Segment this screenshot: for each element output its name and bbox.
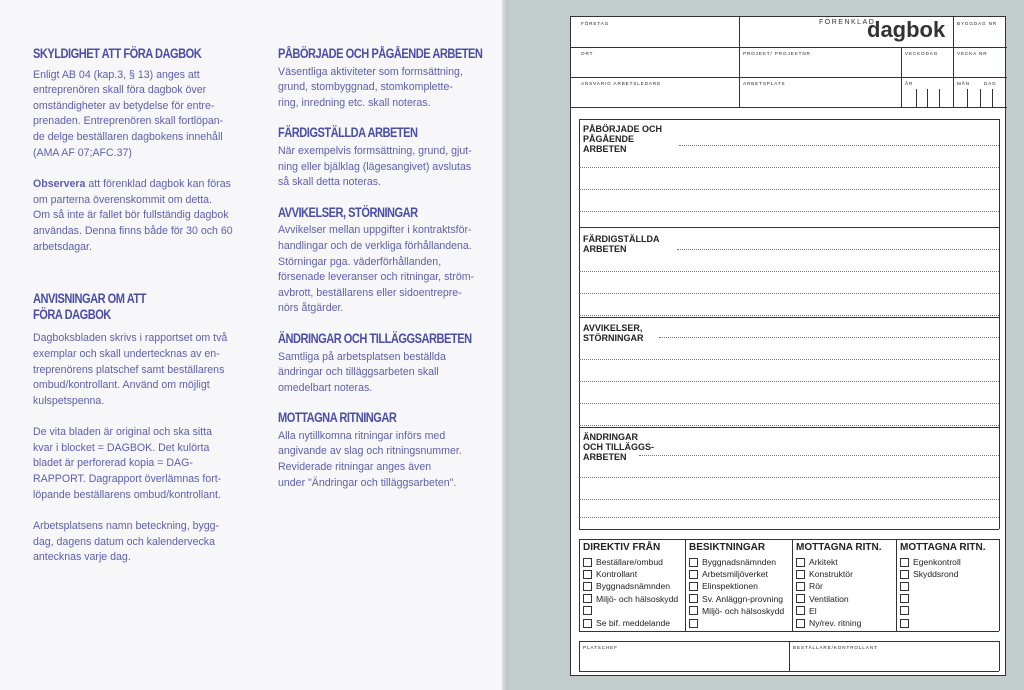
writing-line[interactable] xyxy=(579,517,999,518)
text-line: avbrott, beställarens eller sidoentrepre- xyxy=(278,286,462,299)
heading-fardigstallda: FÄRDIGSTÄLLDA ARBETEN xyxy=(278,125,418,141)
checkbox-row[interactable] xyxy=(796,580,823,592)
checkbox-row[interactable] xyxy=(689,605,784,617)
checkbox[interactable] xyxy=(583,619,592,628)
section-paborjade: PÅBÖRJADE OCH PÅGÅENDE ARBETEN xyxy=(583,124,663,154)
field-foretag: FÖRETAG xyxy=(581,21,610,26)
checkbox-label: Sv. Anläggn-provning xyxy=(702,593,784,604)
checkbox-row[interactable] xyxy=(900,568,958,580)
text-line: användas. Denna finns både för 30 och 60 xyxy=(33,224,233,237)
writing-line[interactable] xyxy=(579,477,999,478)
checkbox-row[interactable] xyxy=(796,617,861,629)
section-andringar: ÄNDRINGAR OCH TILLÄGGS- ARBETEN xyxy=(583,432,654,462)
checkbox[interactable] xyxy=(689,582,698,591)
checkbox-label: Egenkontroll xyxy=(913,557,961,567)
text-line: Arbetsplatsens namn beteckning, bygg- xyxy=(33,520,220,533)
checkbox-label: Byggnadsnämnden xyxy=(702,557,777,567)
brand-forenklad: FÖRENKLAD xyxy=(819,19,876,26)
checkbox[interactable] xyxy=(583,594,592,603)
section-fardigstallda: FÄRDIGSTÄLLDA ARBETEN xyxy=(583,234,660,254)
text-line: löpande beställarens ombud/kontrollant. xyxy=(33,488,221,501)
text-line: om parterna överenskommit om detta. xyxy=(33,193,212,206)
text-line: treprenörens platschef samt beställarens xyxy=(33,363,225,376)
checkbox[interactable] xyxy=(900,606,909,615)
checkbox[interactable] xyxy=(796,570,805,579)
section-divider xyxy=(579,317,999,318)
paragraph-anvisningar xyxy=(33,331,248,409)
checkbox-label: Kontrollant xyxy=(596,569,638,580)
text-line: angivande av slag och ritningsnummer. xyxy=(278,445,462,458)
checkbox[interactable] xyxy=(900,594,909,603)
checkbox[interactable] xyxy=(796,606,805,615)
writing-line[interactable] xyxy=(579,359,999,360)
checkbox[interactable] xyxy=(689,606,698,615)
checkbox-row[interactable] xyxy=(900,556,961,568)
text-line: de delge beställaren dagbokens innehåll xyxy=(33,130,223,143)
field-ansvarig: ANSVARIG ARBETSLEDARE xyxy=(581,81,662,86)
text-line: prenaden. Entreprenören skall fortlöpan- xyxy=(33,115,224,128)
text-line: kvar i blocket = DAGBOK. Det kulörta xyxy=(33,441,210,454)
checkbox[interactable] xyxy=(900,619,909,628)
text-avvikelser xyxy=(278,223,496,317)
brand-dagbok: dagbok xyxy=(867,17,946,42)
checkbox[interactable] xyxy=(900,558,909,567)
heading-andringar: ÄNDRINGAR OCH TILLÄGGSARBETEN xyxy=(278,330,472,346)
checkbox-row[interactable] xyxy=(900,605,913,617)
checkbox-label: Se bif. meddelande xyxy=(596,618,671,628)
checkbox-label: Elinspektionen xyxy=(702,581,758,592)
checkbox-row[interactable] xyxy=(796,593,849,605)
text-line: försenade leveranser och ritningar, ström- xyxy=(278,271,475,284)
field-veckodag: VECKODAG xyxy=(905,51,939,56)
dagbok-form xyxy=(570,16,1006,676)
checkbox-row[interactable] xyxy=(583,593,678,605)
checkbox[interactable] xyxy=(583,558,592,567)
checkbox[interactable] xyxy=(583,570,592,579)
text-line: så skall detta noteras. xyxy=(278,176,382,189)
text-line: Reviderade ritningar anges även xyxy=(278,461,432,474)
group-mottagna-ritn-2-title: MOTTAGNA RITN. xyxy=(900,542,986,553)
text-line: Avvikelser mellan uppgifter i kontraktsför- xyxy=(278,224,472,237)
field-platschef: PLATSCHEF xyxy=(583,645,618,650)
checkbox-row[interactable] xyxy=(689,593,783,605)
checkbox-label: Beställare/ombud xyxy=(596,557,663,567)
text-line: ring, inredning etc. skall noteras. xyxy=(278,96,431,109)
field-projekt: PROJEKT/ PROJEKTNR xyxy=(743,51,811,56)
text-line: Om så inte är fallet bör fullständig dagbok xyxy=(33,209,229,222)
checkbox[interactable] xyxy=(796,558,805,567)
text-line: RAPPORT. Dagrapport överlämnas fort- xyxy=(33,473,222,486)
heading-anvisningar-line1: ANVISNINGAR OM ATT xyxy=(33,291,146,307)
text-line: (AMA AF 07;AFC.37) xyxy=(33,146,132,159)
checkbox-row[interactable] xyxy=(796,556,838,568)
text-line: Samtliga på arbetsplatsen beställda xyxy=(278,350,446,363)
writing-line[interactable] xyxy=(659,337,999,338)
checkbox[interactable] xyxy=(689,558,698,567)
heading-mottagna-ritningar: MOTTAGNA RITNINGAR xyxy=(278,410,397,426)
text-line: Enligt AB 04 (kap.3, § 13) anges att xyxy=(33,68,200,81)
text-mottagna-ritningar xyxy=(278,429,496,491)
writing-line[interactable] xyxy=(579,293,999,294)
checkbox-row[interactable] xyxy=(689,580,758,592)
checkbox-row[interactable] xyxy=(796,605,817,617)
text-line: nörs åtgärder. xyxy=(278,302,344,315)
text-fardigstallda xyxy=(278,144,496,191)
writing-line[interactable] xyxy=(579,167,999,168)
writing-line[interactable] xyxy=(639,455,999,456)
checkbox-row[interactable] xyxy=(689,568,768,580)
checkbox[interactable] xyxy=(796,619,805,628)
writing-line[interactable] xyxy=(579,211,999,212)
checkbox-label: Arkitekt xyxy=(809,557,838,567)
checkbox[interactable] xyxy=(689,594,698,603)
checkbox-row[interactable] xyxy=(900,617,913,629)
checkbox-row[interactable] xyxy=(583,568,637,580)
writing-line[interactable] xyxy=(579,425,999,426)
checkbox-row[interactable] xyxy=(583,580,670,592)
text-line: exemplar och skall undertecknas av en- xyxy=(33,347,220,360)
writing-line[interactable] xyxy=(579,499,999,500)
field-ort: ORT xyxy=(581,51,594,56)
checkbox-row[interactable] xyxy=(796,568,853,580)
field-byggdag-nr: BYGGDAG NR xyxy=(957,21,998,26)
checkbox[interactable] xyxy=(796,582,805,591)
instructions-column-2 xyxy=(278,46,496,491)
checkbox[interactable] xyxy=(583,606,592,615)
checkbox-row[interactable] xyxy=(900,580,913,592)
paragraph-vita-bladen xyxy=(33,425,248,503)
writing-line[interactable] xyxy=(579,381,999,382)
field-vecka-nr: VECKA NR xyxy=(957,51,988,56)
paragraph-arbetsplatsens-namn xyxy=(33,519,248,566)
group-direktiv-fran-title: DIREKTIV FRÅN xyxy=(583,542,661,553)
text-line: omedelbart noteras. xyxy=(278,381,373,394)
text-line: under "Ändringar och tilläggsarbeten". xyxy=(278,476,457,489)
checkbox-label: Miljö- och hälsoskydd xyxy=(702,605,785,616)
writing-line[interactable] xyxy=(679,145,999,146)
group-mottagna-ritn-1-title: MOTTAGNA RITN. xyxy=(796,542,882,553)
text-line: omständigheter av betydelse för entre- xyxy=(33,99,215,112)
checkbox-row[interactable] xyxy=(583,605,596,617)
checkbox-label: Skyddsrond xyxy=(913,569,959,580)
section-divider xyxy=(579,227,999,228)
section-avvikelser: AVVIKELSER, STÖRNINGAR xyxy=(583,323,644,343)
heading-skyldighet: SKYLDIGHET ATT FÖRA DAGBOK xyxy=(33,46,202,61)
text-line: ning eller bjälklag (lägesangivet) avslutas xyxy=(278,160,472,173)
field-ar: ÅR xyxy=(905,81,914,86)
writing-line[interactable] xyxy=(677,249,999,250)
text-line: ändringar och tilläggsarbeten skall xyxy=(278,366,439,379)
text-line: dag, dagens datum och kalendervecka xyxy=(33,535,215,548)
group-besiktningar-title: BESIKTNINGAR xyxy=(689,542,766,553)
checkbox-label: Ventilation xyxy=(809,593,849,604)
checkbox-row[interactable] xyxy=(689,617,702,629)
text-line: entreprenören skall föra dagbok över xyxy=(33,84,207,97)
checkbox-row[interactable] xyxy=(689,556,776,568)
text-line: grund, stombyggnad, stomkomplette- xyxy=(278,81,453,94)
text-paborjade xyxy=(278,65,496,112)
checkbox[interactable] xyxy=(689,619,698,628)
heading-avvikelser: AVVIKELSER, STÖRNINGAR xyxy=(278,204,418,220)
checkbox[interactable] xyxy=(583,582,592,591)
text-line: Alla nytillkomna ritningar införs med xyxy=(278,429,446,442)
checkbox[interactable] xyxy=(689,570,698,579)
paragraph-observera: Observera att förenklad dagbok kan föras om parterna överenskommit om detta. Om så inte är fallet bör fullständig dagbok användas. Denna finns både för 30 och 60 arbetsdagar. xyxy=(33,177,248,255)
section-divider xyxy=(579,427,999,428)
text-line: Väsentliga aktiviteter som formsättning, xyxy=(278,65,463,78)
checkbox-label: Konstruktör xyxy=(809,569,853,580)
text-line: De vita bladen är original och ska sitta xyxy=(33,426,213,439)
heading-paborjade: PÅBÖRJADE OCH PÅGÅENDE ARBETEN xyxy=(278,46,483,61)
text-andringar xyxy=(278,350,496,397)
writing-line[interactable] xyxy=(579,315,999,316)
instructions-column-1 xyxy=(33,46,248,566)
checkbox-label: Arbetsmiljöverket xyxy=(702,569,768,580)
checkbox-label: Rör xyxy=(809,581,823,592)
text-line: När exempelvis formsättning, grund, gjut- xyxy=(278,144,472,157)
checkbox-row[interactable] xyxy=(583,617,670,629)
text-line: ombud/kontrollant. Använd om möjligt xyxy=(33,379,210,392)
checkbox-label: El xyxy=(809,605,817,616)
writing-line[interactable] xyxy=(579,271,999,272)
paragraph-skyldighet xyxy=(33,68,248,162)
field-arbetsplats: ARBETSPLATS xyxy=(743,81,786,86)
field-dag: DAG xyxy=(984,81,997,86)
checkbox-row[interactable] xyxy=(900,593,913,605)
field-man: MÅN xyxy=(957,81,970,86)
writing-line[interactable] xyxy=(579,189,999,190)
checkbox-label: Miljö- och hälsoskydd xyxy=(596,593,679,604)
field-bestallare-kontrollant: BESTÄLLARE/KONTROLLANT xyxy=(793,645,878,650)
writing-line[interactable] xyxy=(579,403,999,404)
checkbox[interactable] xyxy=(796,594,805,603)
text-line: Störningar pga. väderförhållanden, xyxy=(278,255,442,268)
checkbox-label: Byggnadsnämnden xyxy=(596,581,671,592)
text-line: arbetsdagar. xyxy=(33,240,92,253)
checkbox-row[interactable] xyxy=(583,556,663,568)
checkbox-label: Ny/rev. ritning xyxy=(809,618,862,628)
text-line: bladet är perforerad kopia = DAG- xyxy=(33,457,193,470)
heading-anvisningar-line2: FÖRA DAGBOK xyxy=(33,306,111,322)
text-line: kulspetspenna. xyxy=(33,394,105,407)
text-line: handlingar och de verkliga förhållandena. xyxy=(278,239,472,252)
checkbox[interactable] xyxy=(900,570,909,579)
checkbox[interactable] xyxy=(900,582,909,591)
text-line: Dagboksbladen skrivs i rapportset om två xyxy=(33,332,228,345)
text-line: antecknas varje dag. xyxy=(33,551,131,564)
